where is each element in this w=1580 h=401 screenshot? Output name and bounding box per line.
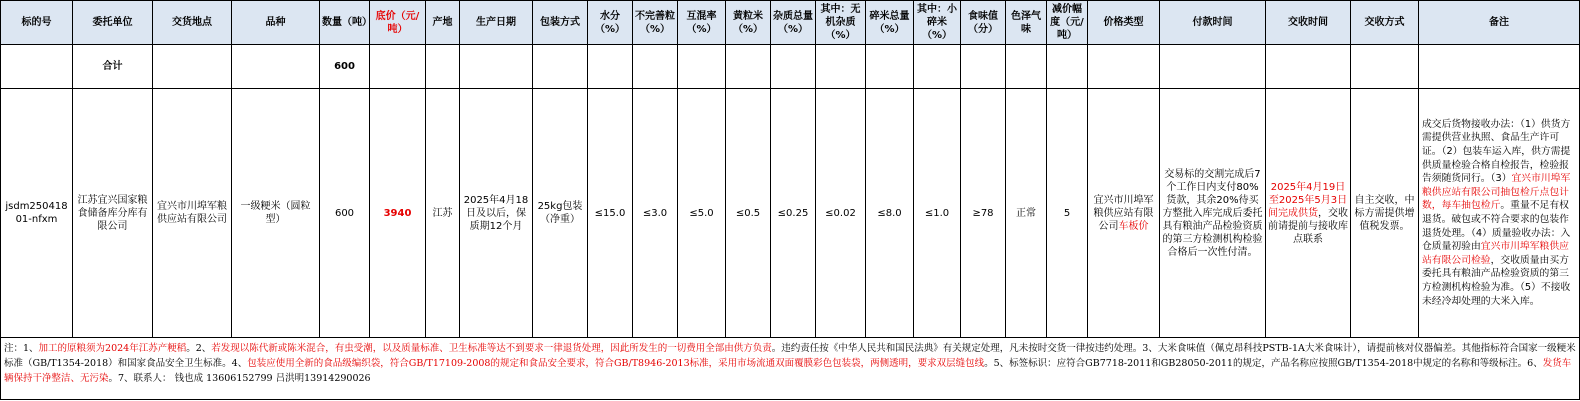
col-header: 食味值（分） [961,1,1006,45]
variety: 一级粳米（圆粒型） [232,89,320,338]
remark-seg: ，交收质量由买方委托具有粮油产品检验资质的第三方检测机构检验为准。（5）不接收未经冷却处理的大米入库。 [1422,254,1571,307]
delivery-time-highlight: 2025年4月19日至2025年5月3日间完成供货 [1268,181,1348,219]
col-header: 付款时间 [1160,1,1266,45]
price-type-highlight: 车板价 [1118,220,1149,232]
broken-rice: ≤8.0 [866,89,914,338]
remark-seg: 宜兴市川埠军粮供应站有限公司检验 [1422,241,1569,266]
col-header: 价格类型 [1088,1,1160,45]
col-header: 黄粒米（%） [726,1,771,45]
delivery-mode: 自主交收，中标方需提供增值税发票。 [1351,89,1419,338]
quantity: 600 [320,89,370,338]
total-row [1,45,1580,89]
note-row [1,338,1580,400]
small-broken-rice: ≤1.0 [914,89,961,338]
col-header: 碎米总量（%） [866,1,914,45]
col-header: 减价幅度（元/吨） [1047,1,1088,45]
col-header: 交货地点 [153,1,232,45]
consignor: 江苏宜兴国家粮食储备库分库有限公司 [73,89,153,338]
color-smell: 正常 [1006,89,1047,338]
col-header: 水分（%） [588,1,633,45]
inorganic-impurity: ≤0.02 [816,89,866,338]
yellow-rice: ≤0.5 [726,89,771,338]
col-header: 数量（吨） [320,1,370,45]
remark-seg: 成交后货物接收办法：（1）供货方需提供营业执照、食品生产许可证。（2）包装车运入库，供方需提供质量检验合格自检报告，检验报告须随货同行。（3） [1422,118,1571,185]
base-price: 3940 [370,89,426,338]
col-header: 委托单位 [73,1,153,45]
col-header: 其中：无机杂质（%） [816,1,866,45]
remark-seg: 。重量不足有权退货。破包或不符合要求的包装作退货处理。（4）质量验收办法：入仓质量初验由 [1422,200,1571,253]
col-header: 杂质总量（%） [771,1,816,45]
price-reduction: 5 [1047,89,1088,338]
col-header: 产地 [426,1,460,45]
col-header-price: 底价（元/吨） [370,1,426,45]
col-header: 互混率（%） [678,1,726,45]
mix-rate: ≤5.0 [678,89,726,338]
col-header: 生产日期 [460,1,533,45]
impurity: ≤0.25 [771,89,816,338]
header-row [1,1,1580,45]
col-header: 标的号 [1,1,73,45]
packaging: 25kg包装（净重） [533,89,588,338]
col-header: 包装方式 [533,1,588,45]
taste-score: ≥78 [961,89,1006,338]
col-header: 色泽气味 [1006,1,1047,45]
total-label: 合计 [73,45,153,89]
remark [1419,89,1580,338]
payment-time: 交易标的交割完成后7个工作日内支付80%货款，其余20%待买方整批入库完成后委托具有粮油产品检验资质的第三方检测机构检验合格后一次性付清。 [1160,89,1266,338]
price-type: 宜兴市川埠军粮供应站有限公司车板价 [1088,89,1160,338]
col-header: 备注 [1419,1,1580,45]
production-date: 2025年4月18日及以后，保质期12个月 [460,89,533,338]
col-header: 其中：小碎米（%） [914,1,961,45]
remark-seg: 宜兴市川埠军粮供应站有限公司抽包检斤点包计数，每车抽包检斤 [1422,173,1571,212]
imperfect-grain: ≤3.0 [633,89,678,338]
col-header: 交收时间 [1266,1,1351,45]
origin: 江苏 [426,89,460,338]
col-header: 不完善粒（%） [633,1,678,45]
table-row [1,89,1580,338]
delivery-place: 宜兴市川埠军粮供应站有限公司 [153,89,232,338]
col-header: 交收方式 [1351,1,1419,45]
total-quantity: 600 [320,45,370,89]
col-header: 品种 [232,1,320,45]
footnote: 注：1、加工的原粮须为2024年江苏产粳稻。2、若发现以陈代新或陈米混合，有虫受潮，以及质量标准、卫生标准等达不到要求一律退货处理，因此所发生的一切费用全部由供方负责。违约责任按《中华人民共和国民法典》有关规定处理，凡未按时交货一律按违约处理。3、大米食味值（佩克昂科技PSTB-1A大米食味计），请提前核对仪器偏差。其他指标符合国家一级粳米标准（GB/T1354-2018）和国家食品安全卫生标准。4、包装应使用全新的食品级编织袋，符合GB/T17109-2008的规定和食品安全要求，符合GB/T8946-2013标准，采用市场流通双面覆膜彩色包装袋，两侧透明，要求双层缝包线。5、标签标识：应符合GB7718-2011和GB28050-2011的规定，产品名称应按照GB/T1354-2018中规定的名称和等级标注。6、发货车辆保持干净整洁、无污染。7、联系人： 钱也成 13606152799 吕洪明13914290026 [1,338,1580,400]
lot-number: jsdm25041801-nfxm [1,89,73,338]
moisture: ≤15.0 [588,89,633,338]
delivery-time: 2025年4月19日至2025年5月3日间完成供货，交收前请提前与接收库点联系 [1266,89,1351,338]
